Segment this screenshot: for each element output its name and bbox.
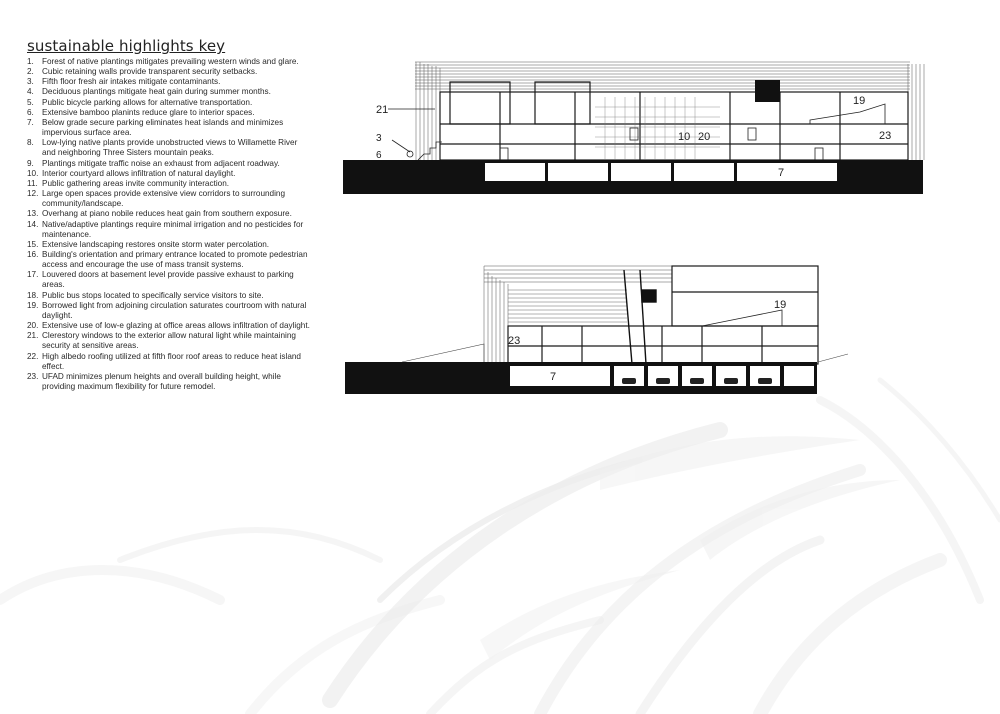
key-list	[27, 57, 312, 392]
lower-stepped-seating	[702, 310, 782, 326]
upper-courtyard-grid	[595, 97, 720, 160]
key-item-text: Extensive bamboo planints reduce glare to interior spaces.	[42, 107, 255, 117]
key-item-number: 23.	[27, 371, 39, 381]
key-item-number: 22.	[27, 351, 39, 361]
lower-structure	[508, 266, 818, 364]
key-item	[27, 220, 312, 240]
key-item-number: 3.	[27, 77, 34, 87]
key-item-number: 21.	[27, 331, 39, 341]
key-item	[27, 169, 312, 179]
key-item	[27, 372, 312, 392]
key-item-text: Forest of native plantings mitigates prevailing western winds and glare.	[42, 57, 299, 66]
upper-leader-3	[392, 140, 410, 152]
lower-label-19: 19	[774, 299, 787, 311]
upper-label-6: 6	[376, 150, 382, 161]
key-title: sustainable highlights key	[27, 37, 226, 55]
key-item-number: 12.	[27, 189, 39, 199]
upper-label-19: 19	[853, 95, 866, 107]
upper-roof-louvers	[415, 62, 910, 89]
key-item-number: 4.	[27, 87, 34, 97]
upper-entry-stair	[407, 142, 442, 160]
key-item-number: 8.	[27, 138, 34, 148]
upper-label-21: 21	[376, 104, 389, 116]
key-item	[27, 209, 312, 219]
key-item-text: Louvered doors at basement level provide passive exhaust to parking areas.	[42, 270, 294, 290]
upper-basement-parking	[485, 163, 837, 181]
key-item-text: Public bicycle parking allows for alternative transportation.	[42, 97, 253, 107]
key-item-text: Native/adaptive plantings require minimal irrigation and no pesticides for maintenance.	[42, 219, 304, 239]
key-item-number: 11.	[27, 178, 38, 188]
key-item	[27, 118, 312, 138]
key-item-text: Public bus stops located to specifically service visitors to site.	[42, 290, 264, 300]
key-item-text: Fifth floor fresh air intakes mitigate contaminants.	[42, 77, 221, 87]
key-item-text: Large open spaces provide extensive view corridors to surrounding community/landscape.	[42, 189, 286, 209]
key-item	[27, 270, 312, 290]
key-item-text: Low-lying native plants provide unobstructed views to Willamette River and neighboring Three Sisters mountain peaks.	[42, 138, 298, 158]
lower-label-23: 23	[508, 335, 521, 347]
lower-label-7: 7	[550, 371, 557, 383]
key-item	[27, 57, 312, 67]
key-item-text: Cubic retaining walls provide transparent security setbacks.	[42, 67, 258, 77]
key-item	[27, 138, 312, 158]
key-item-text: Borrowed light from adjoining circulation saturates courtroom with natural daylight.	[42, 300, 307, 320]
key-item-number: 2.	[27, 67, 34, 77]
key-item-number: 10.	[27, 168, 39, 178]
key-item	[27, 77, 312, 87]
key-item-number: 13.	[27, 209, 39, 219]
key-item	[27, 108, 312, 118]
key-item	[27, 331, 312, 351]
key-item-number: 7.	[27, 117, 34, 127]
key-item-number: 18.	[27, 290, 39, 300]
upper-label-23: 23	[879, 130, 892, 142]
building-section-upper	[340, 52, 930, 198]
upper-label-7: 7	[778, 167, 785, 179]
key-item-text: Extensive landscaping restores onsite storm water percolation.	[42, 239, 270, 249]
key-item	[27, 301, 312, 321]
key-item-number: 1.	[27, 57, 34, 66]
key-item-number: 14.	[27, 219, 39, 229]
upper-label-3: 3	[376, 133, 382, 144]
upper-stepped-seating	[810, 104, 885, 124]
upper-label-10: 10	[678, 131, 691, 143]
key-item	[27, 291, 312, 301]
lower-site-grade	[402, 344, 848, 362]
upper-courtroom-roof	[755, 80, 780, 102]
key-item-text: High albedo roofing utilized at fifth floor roof areas to reduce heat island effect.	[42, 351, 301, 371]
key-item-number: 16.	[27, 249, 39, 259]
upper-right-louver-wall	[908, 64, 924, 160]
key-item-text: Clerestory windows to the exterior allow natural light while maintaining security at sensitive areas.	[42, 331, 296, 351]
key-item	[27, 98, 312, 108]
sustainable-highlights-key	[27, 37, 312, 392]
key-item-number: 20.	[27, 321, 39, 331]
key-item	[27, 250, 312, 270]
key-item-text: Plantings mitigate traffic noise an exhaust from adjacent roadway.	[42, 158, 280, 168]
key-item-number: 17.	[27, 270, 39, 280]
key-item-text: Deciduous plantings mitigate heat gain during summer months.	[42, 87, 271, 97]
key-item-number: 15.	[27, 239, 39, 249]
key-item	[27, 321, 312, 331]
lower-atrium-shaft	[624, 270, 656, 364]
key-item-text: Public gathering areas invite community interaction.	[42, 178, 230, 188]
lower-left-louver-wall	[484, 266, 508, 362]
key-item	[27, 159, 312, 169]
key-item-text: UFAD minimizes plenum heights and overall building height, while providing maximum flexibility for future remodel.	[42, 371, 281, 391]
key-item-text: Extensive use of low-e glazing at office areas allows infiltration of daylight.	[42, 321, 310, 331]
key-item	[27, 352, 312, 372]
upper-label-20: 20	[698, 131, 711, 143]
key-item	[27, 240, 312, 250]
key-item-number: 6.	[27, 107, 34, 117]
building-section-lower	[342, 262, 852, 397]
key-item-text: Building's orientation and primary entrance located to promote pedestrian access and encourage the use of mass transit systems.	[42, 249, 308, 270]
key-item-number: 5.	[27, 97, 34, 107]
key-item-text: Below grade secure parking eliminates heat islands and minimizes impervious surface area.	[42, 117, 284, 138]
key-item	[27, 179, 312, 189]
lower-louver-panel	[508, 290, 627, 322]
key-item	[27, 87, 312, 97]
key-item-number: 19.	[27, 300, 39, 310]
key-item	[27, 67, 312, 77]
upper-structure	[440, 82, 908, 160]
key-item-text: Interior courtyard allows infiltration of natural daylight.	[42, 168, 236, 178]
key-item-number: 9.	[27, 158, 34, 168]
key-item-text: Overhang at piano nobile reduces heat gain from southern exposure.	[42, 209, 292, 219]
lower-roof-louvers	[484, 266, 672, 282]
key-item	[27, 189, 312, 209]
